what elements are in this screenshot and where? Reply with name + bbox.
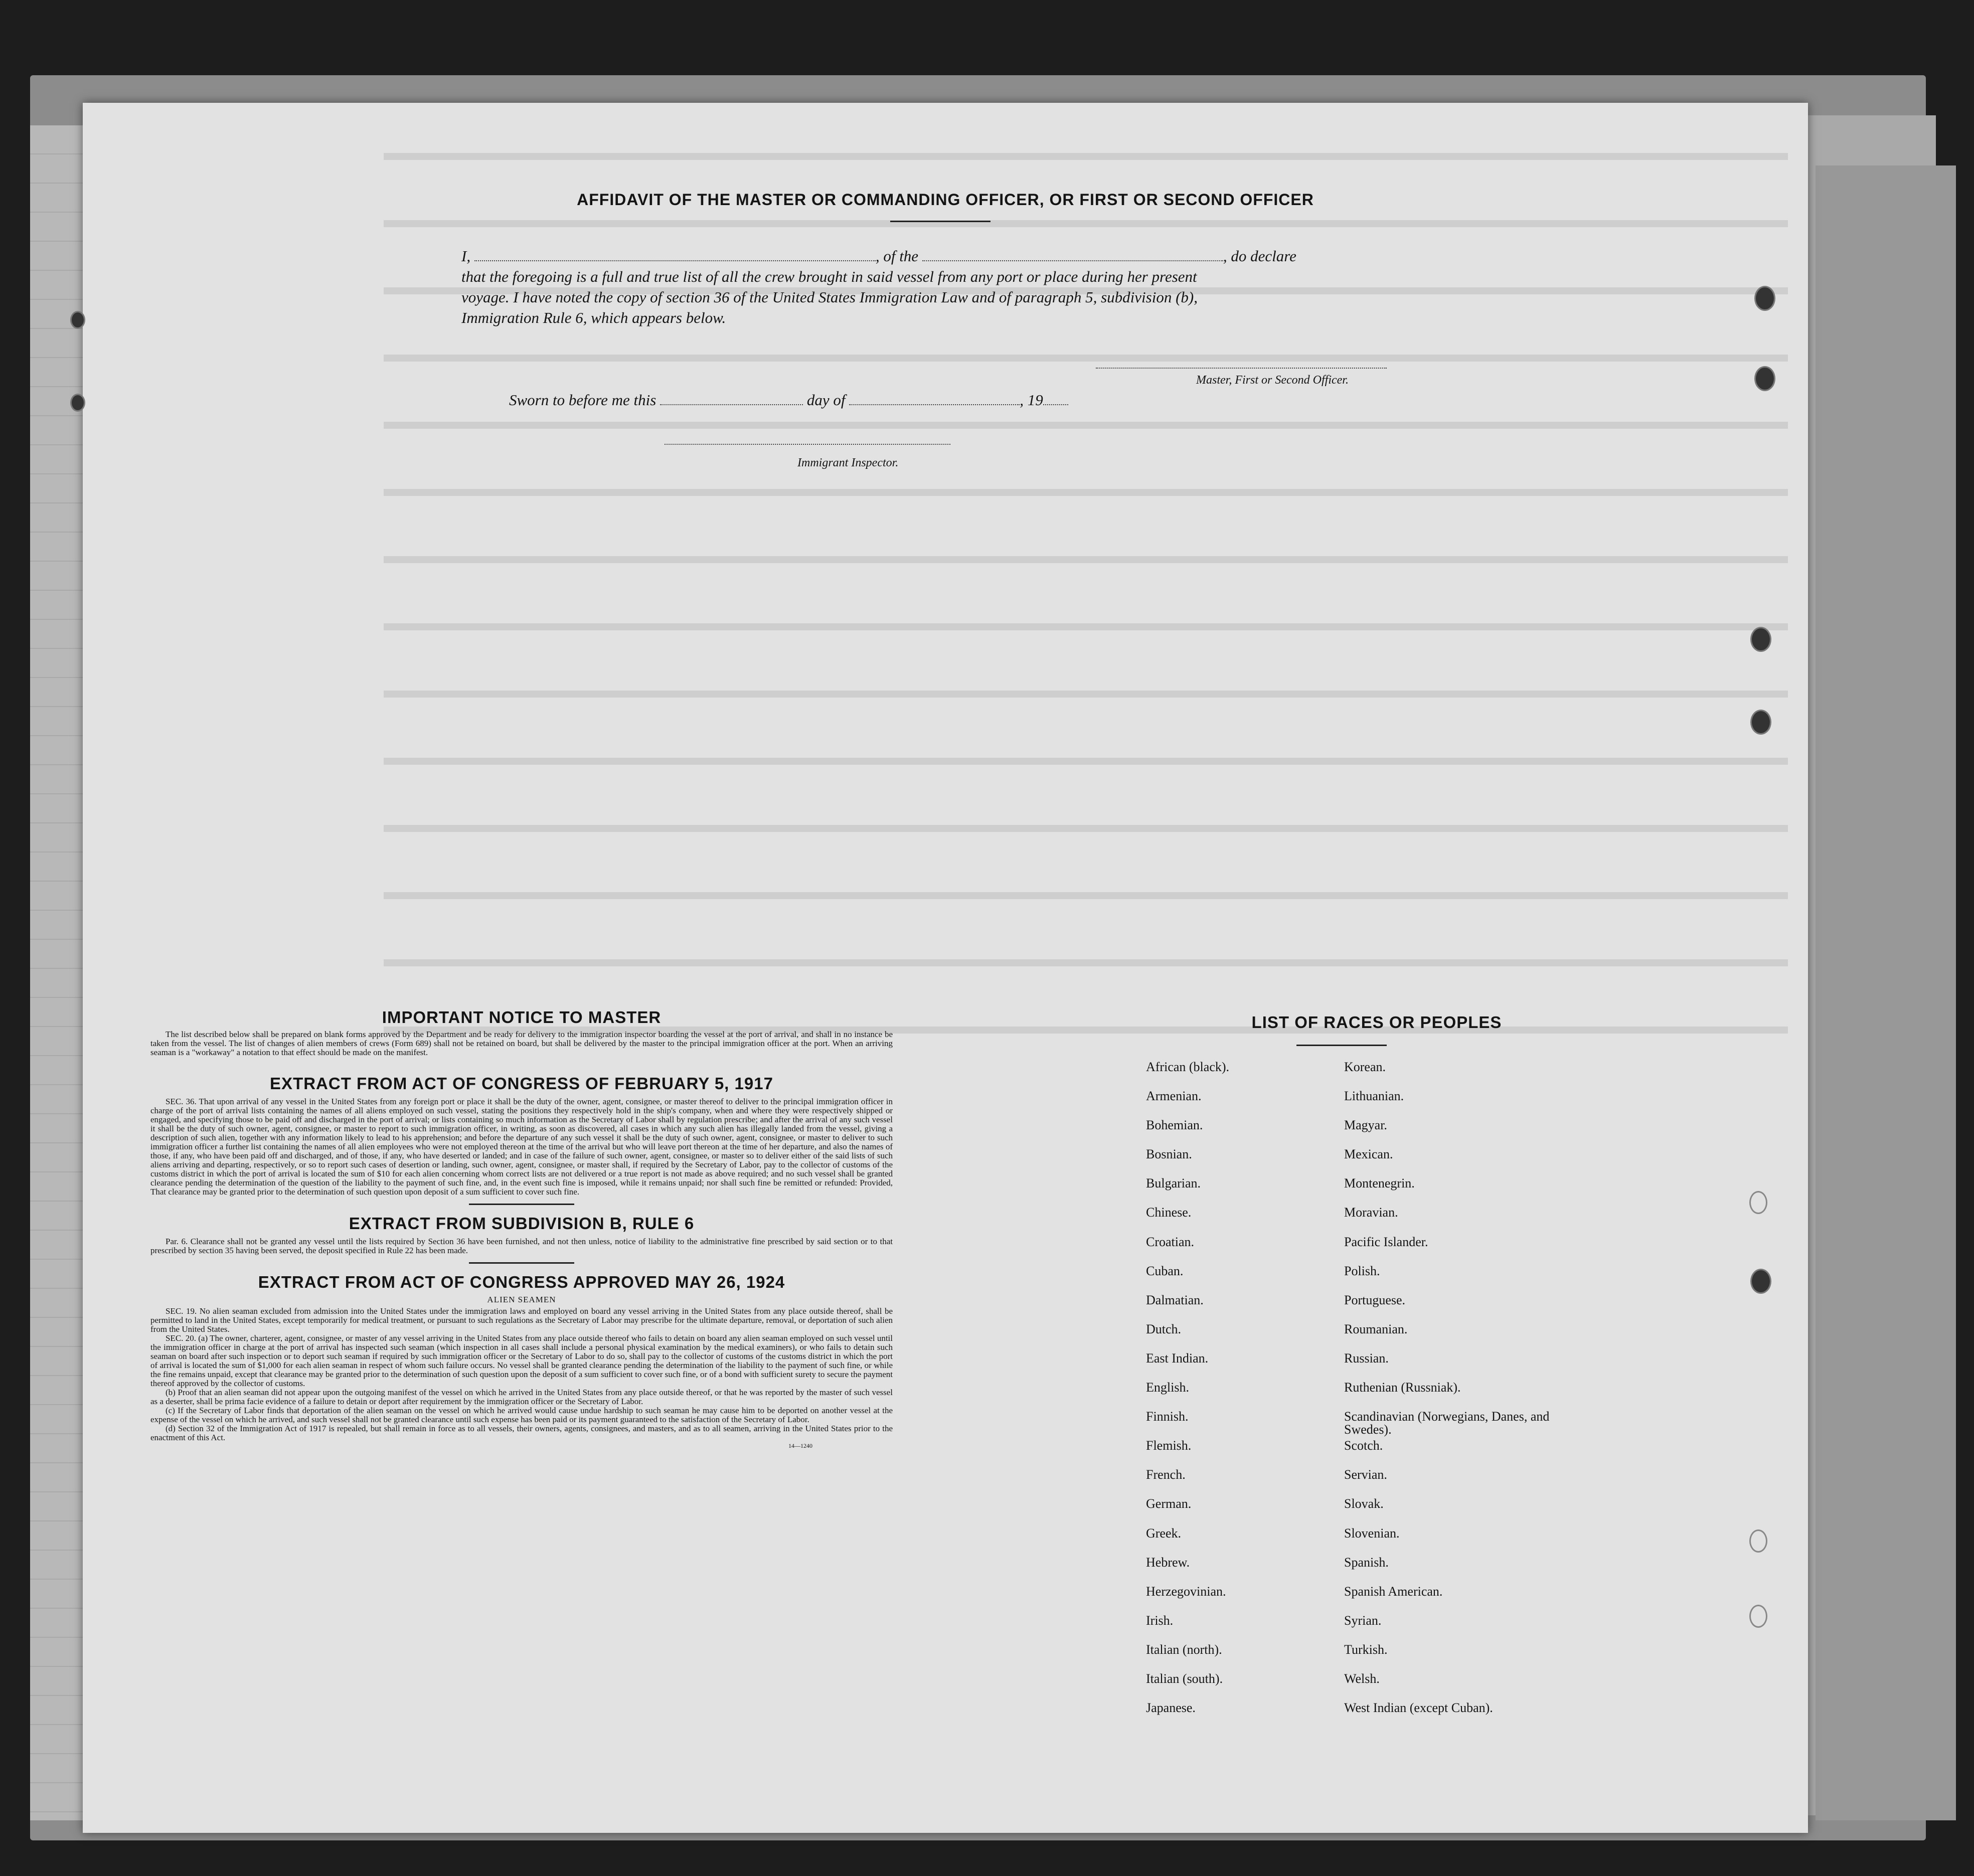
race-item: Russian.: [1344, 1350, 1389, 1366]
affidavit-title: AFFIDAVIT OF THE MASTER OR COMMANDING OFFICER, OR FIRST OR SECOND OFFICER: [577, 191, 1314, 209]
affidavit-i: I,: [461, 247, 471, 265]
extract-rule6-title: EXTRACT FROM SUBDIVISION B, RULE 6: [349, 1214, 695, 1233]
race-item: Bosnian.: [1146, 1147, 1192, 1162]
race-item: Armenian.: [1146, 1089, 1202, 1104]
race-item: Spanish American.: [1344, 1584, 1443, 1599]
race-item: Spanish.: [1344, 1555, 1389, 1570]
form-number: 14—1240: [788, 1442, 812, 1449]
sworn-year-prefix: , 19: [1020, 391, 1043, 409]
race-item: Roumanian.: [1344, 1321, 1408, 1336]
punch-hole: [70, 394, 85, 412]
section-divider: [469, 1204, 574, 1205]
race-item: Hebrew.: [1146, 1555, 1190, 1570]
race-item: Greek.: [1146, 1525, 1182, 1541]
race-item: Dalmatian.: [1146, 1292, 1204, 1307]
punch-hole: [1750, 710, 1771, 735]
punch-hole: [1754, 366, 1775, 391]
sworn-year-blank[interactable]: [1043, 392, 1068, 405]
affidavit-line-4: Immigration Rule 6, which appears below.: [461, 309, 726, 326]
sworn-month-blank[interactable]: [849, 392, 1020, 405]
sworn-text: Sworn to before me this: [509, 391, 656, 409]
race-item: Slovenian.: [1344, 1525, 1400, 1541]
inspector-label: Immigrant Inspector.: [797, 456, 899, 469]
race-item: Irish.: [1146, 1613, 1174, 1628]
sec-20d: (d) Section 32 of the Immigration Act of 1917 is repealed, but shall remain in force as to all vessels, their owners, agents, consignees, and masters, and as to all seamen, arriving in the United States prior to the enactment of this Act.: [150, 1424, 893, 1442]
notice-title: IMPORTANT NOTICE TO MASTER: [382, 1008, 662, 1027]
sec-20b: (b) Proof that an alien seaman did not appear upon the outgoing manifest of the vessel on which he arrived in the United States from any place outside thereof, or that he was reported by the master of such vessel as a deserter, shall be prima facie evidence of a failure to detain or deport after requirement by the immigration officer or the Secretary of Labor.: [150, 1388, 893, 1406]
race-item: Japanese.: [1146, 1700, 1196, 1716]
affidavit-do-declare: , do declare: [1223, 247, 1296, 265]
race-item: Scandinavian (Norwegians, Danes, and Swedes).: [1344, 1409, 1550, 1437]
vessel-blank[interactable]: [922, 248, 1223, 261]
race-item: Finnish.: [1146, 1409, 1189, 1424]
race-item: Mexican.: [1344, 1147, 1393, 1162]
extract-1924-text: [150, 1307, 893, 1442]
affidavit-of-the: , of the: [875, 247, 919, 265]
extract-1917-text: SEC. 36. That upon arrival of any vessel in the United States from any foreign port or place it shall be the duty of the owner, agent, consignee, or master thereof to deliver to the principal immigration officer in charge of the port of arrival lists containing the names of all aliens employed on such vessel, stating the positions they respectively hold in the ship's company, when and where they were respectively shipped or engaged, and specifying those to be paid off and discharged in the port of arrival; or lists containing so much information as the Secretary of Labor shall by regulation prescribe; and after the arrival of any such vessel it shall be the duty of such owner, agent, consignee, or master to report to such immigration officer, in writing, as soon as discovered, all cases in which any such alien has illegally landed from the vessel, giving a description of such alien, together with any information likely to lead to his apprehension; and before the departure of any such vessel it shall be the duty of such owner, agent, consignee, or master to deliver to such immigration officer a further list containing the names of all alien employees who were not employed thereon at the time of the arrival but who will leave port thereon at the time of her departure, and also the names of those, if any, who have been paid off and discharged, and of those, if any, who have deserted or landed; and in case of the failure of such owner, agent, consignee, or master so to deliver either of the said lists of such aliens arriving and departing, respectively, or so to report such cases of desertion or landing, such owner, agent, consignee, or master shall, if required by the Secretary of Labor, pay to the collector of customs of the customs district in which the port of arrival is located the sum of $10 for each alien concerning whom correct lists are not delivered or a true report is not made as above required; and no such vessel shall be granted clearance pending the determination of the question of the liability to the payment of such fine, and, in the event such fine is imposed, while it remains unpaid; nor shall such fine be remitted or refunded: Provided, That clearance may be granted prior to the determination of such question upon deposit of a sum sufficient to cover such fine.: [150, 1097, 893, 1197]
race-item: Lithuanian.: [1344, 1089, 1404, 1104]
race-item: Italian (south).: [1146, 1671, 1223, 1686]
race-item: Syrian.: [1344, 1613, 1382, 1628]
race-item: German.: [1146, 1496, 1192, 1511]
form-page: [83, 103, 1808, 1833]
sworn-day-blank[interactable]: [660, 392, 803, 405]
race-item: Welsh.: [1344, 1671, 1380, 1686]
affidavit-line-2: that the foregoing is a full and true list of all the crew brought in said vessel from any port or place during her present: [461, 268, 1197, 285]
name-blank[interactable]: [474, 248, 876, 261]
race-item: Portuguese.: [1344, 1292, 1406, 1307]
signature-label: Master, First or Second Officer.: [1196, 374, 1349, 387]
title-divider: [890, 221, 991, 222]
race-item: Croatian.: [1146, 1234, 1195, 1249]
race-item: East Indian.: [1146, 1350, 1209, 1366]
punch-hole: [70, 311, 85, 329]
extract-1924-title: EXTRACT FROM ACT OF CONGRESS APPROVED MAY 26, 1924: [258, 1273, 785, 1291]
race-item: Pacific Islander.: [1344, 1234, 1428, 1249]
sworn-line: [509, 391, 1068, 409]
race-item: Moravian.: [1344, 1205, 1398, 1220]
race-item: Korean.: [1344, 1060, 1386, 1074]
signature-line[interactable]: [1096, 368, 1387, 369]
sec-19: SEC. 19. No alien seaman excluded from admission into the United States under the immigration laws and employed on board any vessel arriving in the United States from any place outside thereof, shall be permitted to land in the United States, except temporarily for medical treatment, or pursuant to such regulations as the Secretary of Labor may prescribe for the ultimate departure, removal, or deportation of such alien from the United States.: [150, 1306, 893, 1334]
section-divider: [469, 1262, 574, 1264]
race-item: English.: [1146, 1380, 1189, 1395]
sec-20a: SEC. 20. (a) The owner, charterer, agent, consignee, or master of any vessel arriving in the United States from any place outside thereof who fails to detain on board any alien seaman employed on such vessel until the immigration officer in charge at the port of arrival has inspected such seaman (which inspection in all cases shall include a personal physical examination by the medical examiners), or who fails to detain such seaman on board after such inspection or to deport such seaman if required by such immigration officer or the Secretary of Labor to do so, shall pay to the collector of customs of the customs district in which the port of arrival is located the sum of $1,000 for each alien seaman in respect of whom such failure occurs. No vessel shall be granted clearance pending the determination of the liability to the payment of such fine, or while the fine remains unpaid, except that clearance may be granted prior to the determination of such question upon the deposit of a sum sufficient to cover such fine, or of a bond with sufficient surety to secure the payment thereof approved by the collector of customs.: [150, 1333, 893, 1388]
races-divider: [1296, 1045, 1387, 1046]
underlying-sheet-edge-2: [1816, 165, 1956, 1820]
race-item: Italian (north).: [1146, 1642, 1222, 1657]
punch-hole: [1754, 286, 1775, 311]
race-item: Turkish.: [1344, 1642, 1388, 1657]
affidavit-body: [461, 246, 1515, 328]
punch-hole: [1749, 1191, 1767, 1214]
race-item: Magyar.: [1344, 1118, 1387, 1133]
race-item: Flemish.: [1146, 1438, 1192, 1453]
race-item: West Indian (except Cuban).: [1344, 1700, 1493, 1716]
alien-seamen-heading: ALIEN SEAMEN: [487, 1295, 556, 1304]
punch-hole: [1750, 1269, 1771, 1294]
race-item: African (black).: [1146, 1060, 1230, 1074]
race-item: Montenegrin.: [1344, 1176, 1415, 1191]
race-item: Bulgarian.: [1146, 1176, 1201, 1191]
race-item: Dutch.: [1146, 1321, 1182, 1336]
extract-rule6-text: Par. 6. Clearance shall not be granted any vessel until the lists required by Section 36 have been furnished, and not then unless, notice of liability to the administrative fine prescribed by said section or to that prescribed by section 35 having been served, the deposit specified in Rule 22 has been made.: [150, 1237, 893, 1255]
races-left-column: [1146, 1061, 1337, 1731]
races-right-column: [1344, 1061, 1555, 1731]
race-item: Chinese.: [1146, 1205, 1192, 1220]
inspector-signature-line[interactable]: [665, 444, 950, 445]
race-item: Scotch.: [1344, 1438, 1383, 1453]
punch-hole: [1749, 1605, 1767, 1628]
extract-1917-title: EXTRACT FROM ACT OF CONGRESS OF FEBRUARY 5, 1917: [270, 1074, 773, 1093]
punch-hole: [1750, 627, 1771, 652]
race-item: Slovak.: [1344, 1496, 1384, 1511]
sec-20c: (c) If the Secretary of Labor finds that deportation of the alien seaman on the vessel on which he arrived would cause undue hardship to such seaman he may cause him to be deported on another vessel at the expense of the vessel on which he arrived, and such vessel shall not be granted clearance until such expense has been paid or its payment guaranteed to the satisfaction of the Secretary of Labor.: [150, 1406, 893, 1424]
punch-hole: [1749, 1529, 1767, 1553]
race-item: Polish.: [1344, 1263, 1380, 1278]
race-item: Ruthenian (Russniak).: [1344, 1380, 1461, 1395]
races-title: LIST OF RACES OR PEOPLES: [1251, 1013, 1502, 1032]
race-item: Bohemian.: [1146, 1118, 1203, 1133]
notice-text: The list described below shall be prepared on blank forms approved by the Department and be ready for delivery to the immigration inspector boarding the vessel at the port of arrival, and shall in no instance be taken from the vessel. The list of changes of alien members of crews (Form 689) shall not be retained on board, but shall be delivered by the master to the principal immigration officer at the port. When an arriving seaman is a "workaway" a notation to that effect should be made on the manifest.: [150, 1030, 893, 1057]
race-item: French.: [1146, 1467, 1186, 1482]
race-item: Herzegovinian.: [1146, 1584, 1226, 1599]
race-item: Cuban.: [1146, 1263, 1184, 1278]
affidavit-line-1: [461, 246, 1515, 266]
sworn-day-of: day of: [806, 391, 846, 409]
notices-column: [150, 1008, 893, 1450]
affidavit-line-3: voyage. I have noted the copy of section 36 of the United States Immigration Law and of paragraph 5, subdivision (b),: [461, 288, 1198, 306]
race-item: Servian.: [1344, 1467, 1387, 1482]
